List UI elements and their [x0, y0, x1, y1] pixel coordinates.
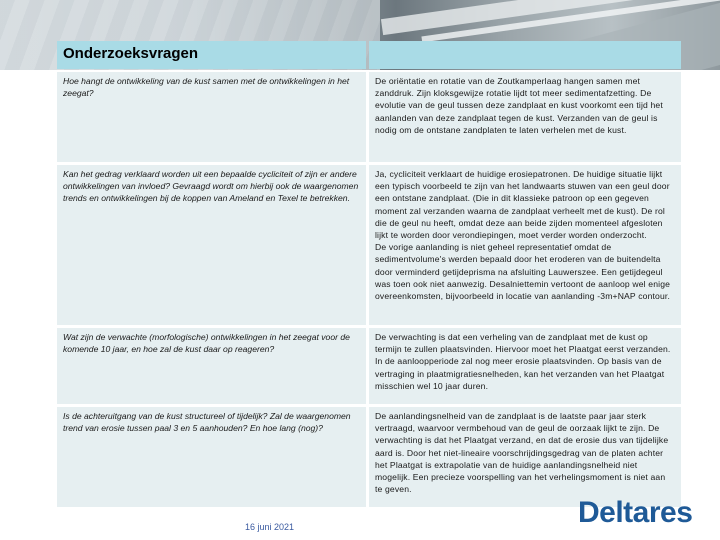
deltares-logo: Deltares	[578, 496, 693, 529]
question-cell: Wat zijn de verwachte (morfologische) ontwikkelingen in het zeegat voor de komende 10 jaar, en hoe zal de kust daar op reageren?	[57, 328, 366, 404]
answer-cell: Ja, cycliciteit verklaart de huidige erosiepatronen. De huidige situatie lijkt een typisch voorbeeld te zijn van het landwaarts stuwen van een geul door een ontstane zandplaat. (Die in dit klassieke patroon op een gegeven moment zal verzanden waarna de zandplaat verheelt met de kust). De rol die de geul nu heeft, omdat deze aan beide zijden momenteel afgesloten lijkt te worden door verondiepingen, moet verder worden onderzocht. De vorige aanlanding is niet geheel representatief omdat de sedimentvolume's werden bepaald door het eroderen van de buitendelta door verminderd getijdeprisma na afsluiting Lauwerszee. Een getijdegeul was toen ook niet aanwezig. Desalniettemin vertoont de aanloop wel enige overeenkomsten, bijvoorbeeld in locatie van aanlanding -3m+NAP contour.	[369, 165, 681, 325]
header-empty-cell	[369, 41, 681, 69]
answer-cell: De oriëntatie en rotatie van de Zoutkamperlaag hangen samen met zanddruk. Zijn kloksgewijze rotatie lijdt tot meer sedimentafzetting. De evolutie van de geul tussen deze zandplaat en kust voorkomt een tijd het aanlanden van deze zandplaat tegen de kust. Verzanden van de geul is nodig om de ontstane zandplaten te laten verhelen met de kust.	[369, 72, 681, 162]
question-cell: Is de achteruitgang van de kust structureel of tijdelijk? Zal de waargenomen trend van erosie tussen paal 3 en 5 aanhouden? En hoe lang (nog)?	[57, 407, 366, 507]
table-row	[57, 328, 681, 404]
research-questions-table	[54, 38, 684, 510]
table-header-row	[57, 41, 681, 69]
question-cell: Kan het gedrag verklaard worden uit een bepaalde cycliciteit of zijn er andere ontwikkelingen van invloed? Gevraagd wordt om hierbij ook de waargenomen trends en ontwikkelingen bij de koppen van Ameland en Texel te betrekken.	[57, 165, 366, 325]
page-title: Onderzoeksvragen	[63, 45, 199, 63]
footer-date: 16 juni 2021	[245, 522, 295, 532]
table-row	[57, 165, 681, 325]
answer-cell: De aanlandingsnelheid van de zandplaat is de laatste paar jaar sterk vertraagd, waarvoor vermbehoud van de geul de oorzaak lijkt te zijn. De verwachting is dat het Plaatgat verzand, en dat de erosie dus van tijdelijke aard is. Door het niet-lineaire voorschrijdingsgedrag van de platen achter het Plaatgat is extrapolatie van de huidige aanlandingsnelheid niet mogelijk. Een precieze voorspelling van het verhelingsmoment is niet aan te geven.	[369, 407, 681, 507]
header-title-cell	[57, 41, 366, 69]
answer-cell: De verwachting is dat een verheling van de zandplaat met de kust op termijn te zullen plaatsvinden. Hiervoor moet het Plaatgat eerst verzanden. In de aanloopperiode zal nog meer erosie plaatsvinden. Op basis van de vertraging in plaatmigratiesnelheden, kan het verzanden van het Plaatgat misschien wel 10 jaar duren.	[369, 328, 681, 404]
table-row	[57, 407, 681, 507]
question-cell: Hoe hangt de ontwikkeling van de kust samen met de ontwikkelingen in het zeegat?	[57, 72, 366, 162]
table-row	[57, 72, 681, 162]
